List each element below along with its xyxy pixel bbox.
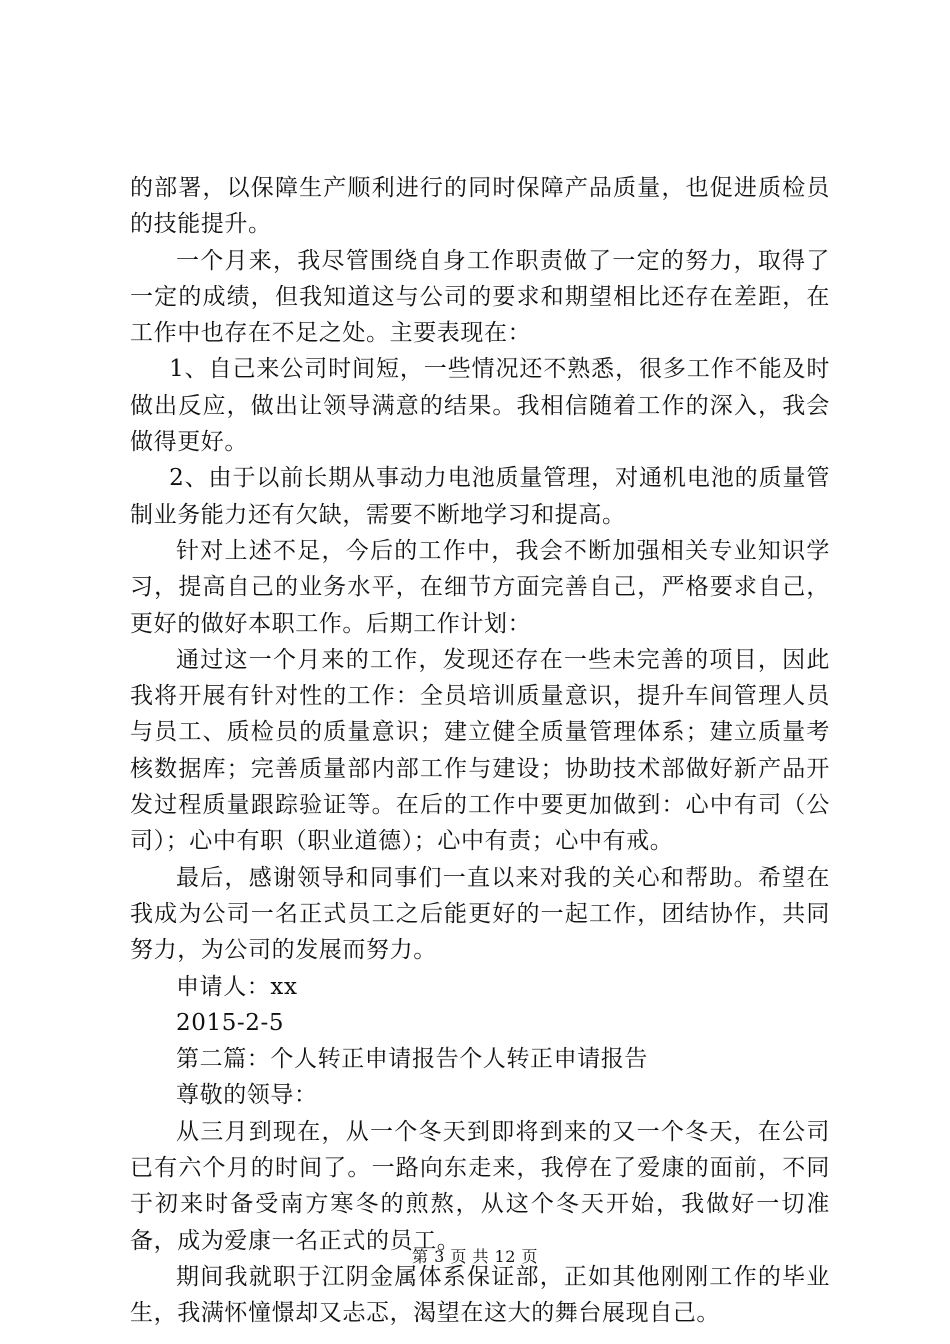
document-body (130, 170, 830, 1332)
paragraph-intro-period: 从三月到现在，从一个冬天到即将到来的又一个冬天，在公司已有六个月的时间了。一路向东走来，我停在了爱康的面前，不同于初来时备受南方寒冬的煎熬，从这个冬天开始，我做好一切准备，成为爱康一名正式的员工。 (130, 1118, 830, 1254)
applicant-line: 申请人：xx (176, 973, 298, 1000)
paragraph-continuation: 的部署，以保障生产顺利进行的同时保障产品质量，也促进质检员的技能提升。 (130, 175, 830, 238)
paragraph-point-1: 1、自己来公司时间短，一些情况还不熟悉，很多工作不能及时做出反应，做出让领导满意的结果。我相信随着工作的深入，我会做得更好。 (130, 356, 830, 456)
paragraph-improvement: 针对上述不足，今后的工作中，我会不断加强相关专业知识学习，提高自己的业务水平，在细节方面完善自己，严格要求自己，更好的做好本职工作。后期工作计划： (130, 537, 830, 637)
paragraph-thanks: 最后，感谢领导和同事们一直以来对我的关心和帮助。希望在我成为公司一名正式员工之后能更好的一起工作，团结协作，共同努力，为公司的发展而努力。 (130, 864, 830, 964)
paragraph-work-plan: 通过这一个月来的工作，发现还存在一些未完善的项目，因此我将开展有针对性的工作：全员培训质量意识，提升车间管理人员与员工、质检员的质量意识；建立健全质量管理体系；建立质量考核数据库；完善质量部内部工作与建设；协助技术部做好新产品开发过程质量跟踪验证等。在后的工作中要更加做到：心中有司（公司）；心中有职（职业道德）；心中有责；心中有戒。 (130, 646, 830, 855)
paragraph-position: 期间我就职于江阴金属体系保证部，正如其他刚刚工作的毕业生，我满怀憧憬却又忐忑，渴望在这大的舞台展现自己。 (130, 1263, 830, 1327)
salutation: 尊敬的领导： (176, 1082, 318, 1109)
paragraph-point-2: 2、由于以前长期从事动力电池质量管理，对通机电池的质量管制业务能力还有欠缺，需要不断地学习和提高。 (130, 465, 830, 528)
date-line: 2015-2-5 (176, 1009, 285, 1036)
section-title: 第二篇：个人转正申请报告个人转正申请报告 (176, 1046, 648, 1073)
paragraph-summary-intro: 一个月来，我尽管围绕自身工作职责做了一定的努力，取得了一定的成绩，但我知道这与公司的要求和期望相比还存在差距，在工作中也存在不足之处。主要表现在： (130, 247, 830, 347)
page-footer: 第 3 页 共 12 页 (412, 1247, 538, 1266)
